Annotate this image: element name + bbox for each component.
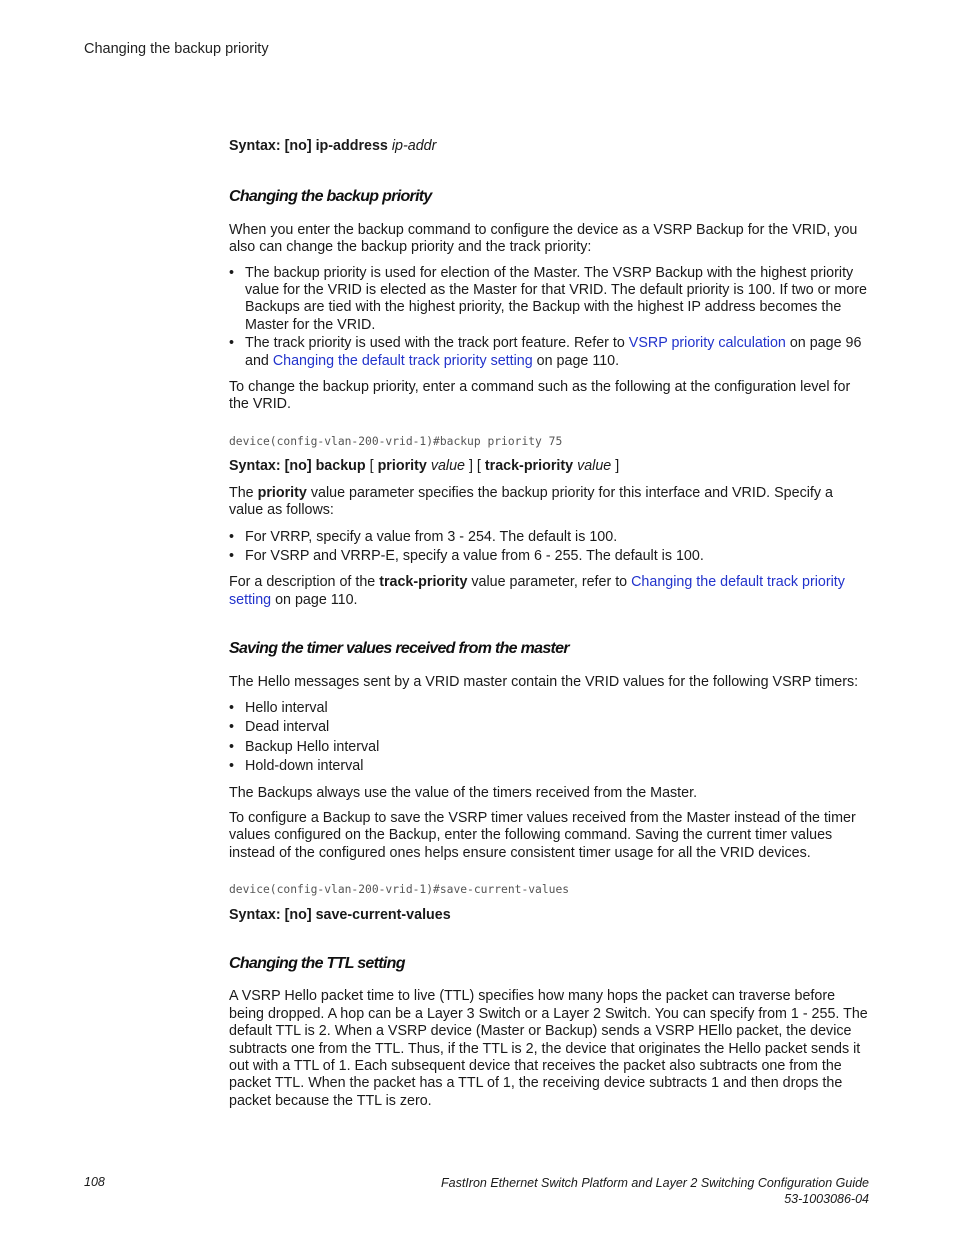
priority-param-para (229, 485, 869, 520)
list-item: • Hold-down interval (229, 758, 869, 775)
list-item: • Dead interval (229, 719, 869, 736)
section-heading-ttl-setting: Changing the TTL setting (229, 955, 405, 972)
priority-para-text-1: The (229, 484, 258, 501)
code-save-current-values: device(config-vlan-200-vrid-1)#save-current-values (229, 883, 570, 897)
bullet2-text-2: on page 96 and (245, 335, 862, 369)
list-item: • Backup Hello interval (229, 739, 869, 756)
link-vsrp-priority-calculation[interactable]: VSRP priority calculation (628, 335, 786, 352)
footer-page-number: 108 (84, 1175, 105, 1189)
list-item: • For VRRP, specify a value from 3 - 254. The default is 100. (229, 529, 869, 546)
syntax-priority-value: value (430, 458, 465, 475)
section1-intro: When you enter the backup command to configure the device as a VSRP Backup for the VRID, you also can change the backup priority and the track priority: (229, 221, 858, 256)
timers-list (229, 700, 869, 776)
list-item: • Hello interval (229, 700, 869, 717)
section2-intro: The Hello messages sent by a VRID master contain the VRID values for the following VSRP timers: (229, 673, 859, 690)
list-item (229, 335, 869, 370)
link-changing-default-track-priority-2[interactable]: Changing the default track priority setting (229, 574, 845, 608)
priority-bullet-list (229, 265, 869, 370)
backups-timers-para: The Backups always use the value of the timers received from the Master. (229, 784, 698, 801)
syntax-bracket-1: [ (365, 458, 378, 475)
syntax-backup-cmd: Syntax: [no] backup (229, 458, 366, 475)
track-para-text-1: For a description of the (229, 574, 380, 591)
ttl-para: A VSRP Hello packet time to live (TTL) specifies how many hops the packet can traverse before being dropped. A hop can be a Layer 3 Switch or a Layer 2 Switch. You can specify from 1 - 255. The default TTL is 2. When a VSRP device (Master or Backup) sends a VSRP HEllo packet, the device subtracts one from the TTL. Thus, if the TTL is 2, the device that originates the Hello packet sends it out with a TTL of 1. Each subsequent device that receives the packet also subtracts one from the packet TTL. When the packet has a TTL of 1, the receiving device subtracts 1 and then drops the packet because the TTL is zero. (229, 988, 868, 1109)
page-content (229, 138, 869, 1110)
footer-doc-info (441, 1175, 869, 1207)
syntax-backup (229, 458, 869, 475)
link-changing-default-track-priority[interactable]: Changing the default track priority setting (272, 352, 533, 369)
syntax-bracket-3: ] (611, 458, 620, 475)
priority-para-text-2: value parameter specifies the backup priority for this interface and VRID. Specify a value as follows: (229, 484, 833, 519)
list-item: • For VSRP and VRRP-E, specify a value from 6 - 255. The default is 100. (229, 548, 869, 565)
syntax-bracket-2: ] [ (465, 458, 485, 475)
priority-para-bold: priority (257, 484, 307, 501)
save-timers-config-para: To configure a Backup to save the VSRP timer values received from the Master instead of the timer values configured on the Backup, enter the following command. Saving the current timer values instead of the configured ones helps ensure consistent timer usage for all the VRID devices. (229, 809, 856, 861)
syntax-save-current-values: Syntax: [no] save-current-values (229, 906, 451, 923)
syntax-ip-bold: Syntax: [no] ip-address (229, 138, 388, 154)
priority-values-list (229, 529, 869, 566)
footer-doc-title: FastIron Ethernet Switch Platform and Layer 2 Switching Configuration Guide (441, 1176, 869, 1190)
bullet2-text-1: The track priority is used with the track port feature. Refer to (245, 335, 629, 352)
footer-doc-number: 53-1003086-04 (784, 1192, 869, 1206)
track-para-bold: track-priority (379, 574, 468, 591)
code-backup-priority: device(config-vlan-200-vrid-1)#backup priority 75 (229, 434, 563, 448)
section-heading-saving-timer-values: Saving the timer values received from the master (229, 640, 569, 658)
list-item: • The backup priority is used for election of the Master. The VSRP Backup with the highest priority value for the VRID is elected as the Master for that VRID. The default priority is 100. If two or more Backups are tied with the highest priority, the Backup with the highest IP address becomes the Master for the VRID. (229, 265, 869, 335)
syntax-priority: priority (377, 458, 427, 475)
running-head: Changing the backup priority (84, 41, 269, 57)
syntax-ip-address (229, 138, 869, 155)
track-para-text-3: on page 110. (271, 591, 358, 608)
syntax-track-priority-value: value (577, 458, 612, 475)
bullet2-text-3: on page 110. (532, 352, 620, 369)
track-priority-para (229, 574, 869, 609)
track-para-text-2: value parameter, refer to (467, 574, 632, 591)
syntax-ip-param: ip-addr (391, 138, 437, 154)
change-backup-priority-para: To change the backup priority, enter a command such as the following at the configuration level for the VRID. (229, 379, 851, 413)
syntax-track-priority: track-priority (484, 458, 574, 475)
section-heading-backup-priority: Changing the backup priority (229, 188, 432, 206)
